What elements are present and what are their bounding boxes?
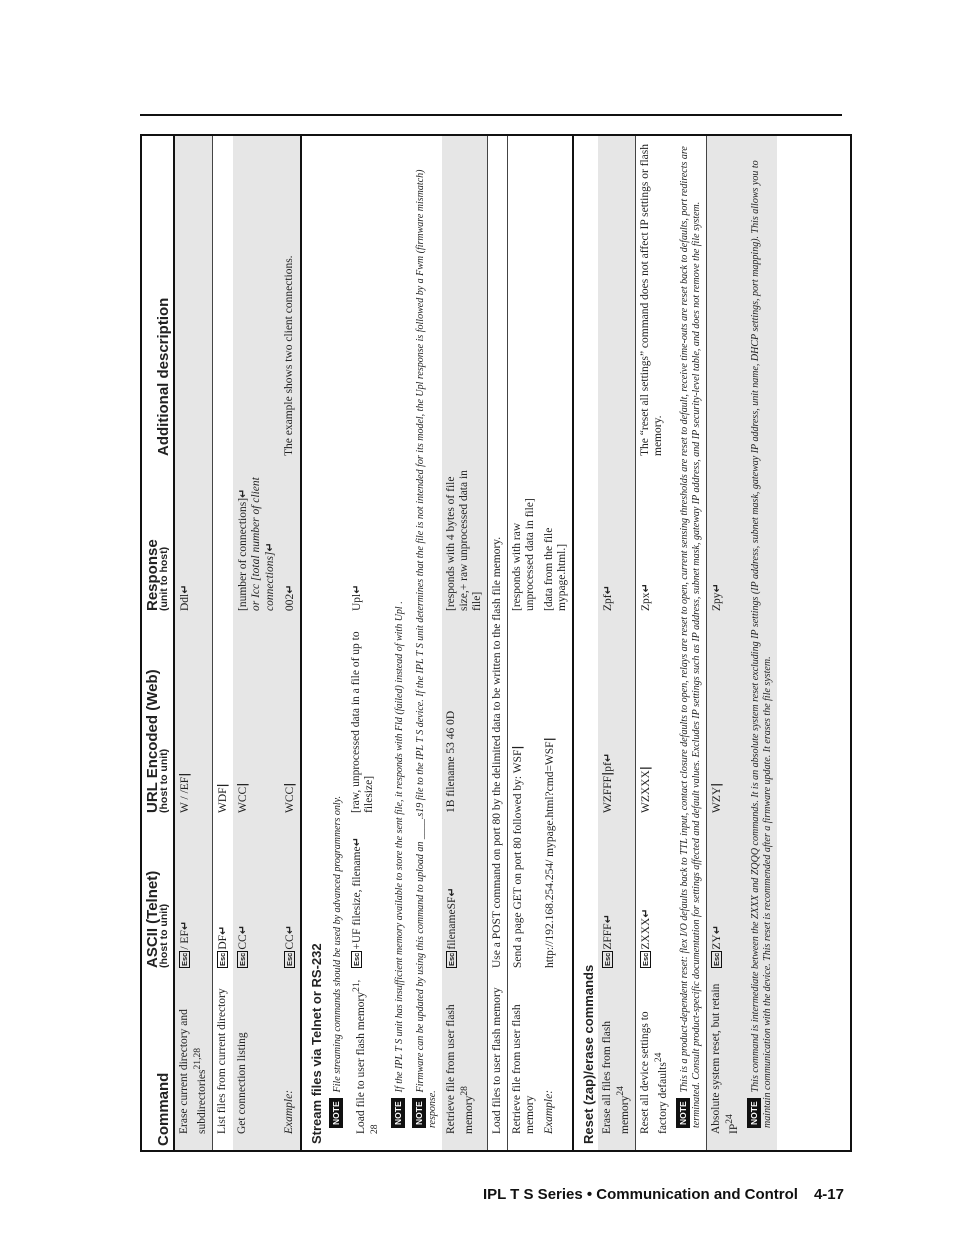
rotated-table (142, 136, 850, 1150)
table-row (174, 136, 212, 1150)
esc-key-icon: Esc (447, 952, 457, 966)
resp-cell (212, 460, 233, 615)
table-row (212, 136, 233, 1150)
cmd-cell: Absolute system reset, but retain IP$^{24}$ (707, 972, 744, 1150)
return-arrow-icon: ↵ (639, 583, 653, 593)
cmd-cell: Erase current directory and subdirectories$^{21,28}$ (174, 972, 212, 1150)
ascii-cell: EscZXXX↵ (636, 817, 673, 972)
footer-series: IPL T S Series • Communication and Control (482, 1186, 798, 1203)
header-command: Command (142, 972, 174, 1150)
note-badge: NOTE (676, 1098, 690, 1128)
resp-cell: [number of connections]↵ or Icc [total number of client connections]↵ (233, 460, 280, 615)
return-arrow-icon: ↵ (601, 914, 615, 924)
url-cell: WZXXX| (636, 615, 673, 817)
resp-cell: Zpy↵ (707, 460, 744, 615)
return-arrow-icon: ↵ (215, 925, 229, 935)
url-cell: WCC| (280, 615, 301, 817)
page-footer (483, 1186, 844, 1203)
return-arrow-icon: ↵ (639, 908, 653, 918)
header-url: URL Encoded (Web) (host to unit) (142, 615, 174, 817)
cmd-cell: Reset all device settings to factory defaults$^{24}$ (636, 972, 673, 1150)
esc-key-icon: Esc (712, 952, 722, 966)
return-arrow-icon: ↵ (178, 920, 191, 931)
return-arrow-icon: ↵ (601, 752, 615, 763)
note-badge: NOTE (391, 1098, 405, 1128)
note-row (673, 136, 707, 1150)
table-row (280, 136, 301, 1150)
esc-key-icon: Esc (641, 952, 651, 966)
note-text: NOTEThis command is intermediate between the ZXXX and ZQQQ commands. It is an absolute system reset excluding IP settings (IP address, subnet mask, gateway IP address, unit name, DHCP settings, port mapping). This allows you to maintain communication with the device. This reset is recommended after a firmware update. It erases the file system. (744, 136, 777, 1150)
note-row (744, 136, 777, 1150)
cmd-cell: Get connection listing (233, 972, 280, 1150)
table-row (598, 136, 635, 1150)
note-text: NOTEFirmware can be updated by using this command to upload an ____.s19 file to the IPL T S device. If the IPL T S unit determines that the file is not intended for its model, the Upl response is followed by a Fwm (firmware mismatch) response. (414, 169, 439, 1128)
note-text: NOTEThis is a product-dependent reset: flex I/O defaults back to TTL input, contact closure defaults to open, relays are reset to open, current sensing thresholds are reset to default, receive time-outs are reset back to defaults, port redirects are terminated. Consult product-specific documentation for settings affected and default values. Excludes IP settings such as IP address, subnet mask, gateway IP address, and IP security-level table, and does not remove the file system. (678, 146, 703, 1128)
header-additional: Additional description (142, 136, 174, 460)
note-row (326, 136, 347, 1150)
return-arrow-icon: ↵ (262, 542, 276, 552)
ascii-cell: EscfilenameSF↵ (442, 817, 488, 972)
note-row (388, 136, 409, 1150)
resp-cell: Ddl↵ (174, 460, 212, 615)
command-table (142, 136, 777, 1150)
ascii-cell: EscCC↵ (233, 817, 280, 972)
note-badge: NOTE (329, 1098, 343, 1128)
pipe-icon: | (214, 783, 229, 788)
desc-cell (540, 136, 573, 460)
resp-cell: [responds with raw unprocessed data in file] (508, 460, 541, 615)
desc-cell (508, 136, 541, 460)
table-row (442, 136, 488, 1150)
ascii-cell: Esc+UF filesize, filename↵ (349, 837, 363, 966)
ascii-cell: EscCC↵ (280, 817, 301, 972)
header-ascii: ASCII (Telnet) (host to unit) (142, 817, 174, 972)
cmd-cell: Erase all files from flash memory$^{24}$ (598, 972, 635, 1150)
table-row (233, 136, 280, 1150)
desc-cell (347, 136, 389, 460)
cmd-cell: Load file to user flash memory$^{21, 28}$ (350, 979, 380, 1134)
url-cell: [raw, unprocessed data in a file of up to filesize] (349, 631, 375, 813)
command-table-frame (140, 134, 852, 1152)
pipe-icon: | (234, 782, 249, 787)
ascii-cell: EscZFFF↵ (598, 817, 635, 972)
resp-cell: [responds with 4 bytes of file size,+ raw unprocessed data in file] (442, 460, 488, 615)
section-title: Reset (zap)/erase commands (573, 136, 598, 1150)
page-number: 4-17 (813, 1186, 844, 1203)
url-cell: 1B filename 53 46 0D (442, 615, 488, 817)
note-row (409, 136, 442, 1150)
return-arrow-icon: ↵ (349, 584, 363, 594)
section-title: Stream files via Telnet or RS-232 (301, 136, 326, 1150)
table-row (508, 136, 541, 1150)
example-url-cell: http://192.168.254.254/ mypage.html?cmd=WSF| (542, 737, 557, 968)
return-arrow-icon: ↵ (445, 887, 459, 897)
esc-key-icon: Esc (351, 952, 361, 966)
return-arrow-icon: ↵ (282, 584, 296, 594)
return-arrow-icon: ↵ (178, 584, 191, 594)
desc-cell (598, 136, 635, 460)
return-arrow-icon: ↵ (235, 925, 249, 935)
url-cell: WZY| (707, 615, 744, 817)
note-text: NOTEFile streaming commands should be used by advanced programmers only. (326, 136, 347, 1150)
top-rule (140, 114, 842, 116)
note-badge: NOTE (747, 1098, 761, 1128)
desc-cell (174, 136, 212, 460)
return-arrow-icon: ↵ (349, 837, 363, 847)
cmd-cell: Retrieve file from user flash memory (508, 972, 541, 1150)
return-arrow-icon: ↵ (235, 488, 249, 498)
ascii-cell: EscZY↵ (707, 817, 744, 972)
pipe-icon: | (281, 782, 296, 787)
return-arrow-icon: ↵ (710, 925, 724, 935)
ascii-cell: Esc/ EF↵ (174, 817, 212, 972)
header-row (142, 136, 174, 1150)
table-row (707, 136, 744, 1150)
get-text-cell: Send a page GET on port 80 followed by: WSF| (508, 615, 541, 972)
note-badge: NOTE (412, 1098, 426, 1128)
table-row (488, 136, 508, 1150)
pipe-icon: | (638, 766, 653, 771)
table-row (636, 136, 673, 1150)
pipe-icon: | (542, 737, 557, 742)
url-cell: W / /EF| (174, 615, 212, 817)
esc-key-icon: Esc (284, 952, 294, 966)
desc-cell (212, 136, 233, 460)
resp-cell: Zpx↵ (636, 460, 673, 615)
header-response: Response (unit to host) (142, 460, 174, 615)
ascii-cell: EscDF↵ (212, 817, 233, 972)
example-label: Example: (543, 1089, 556, 1134)
url-cell: WDF| (212, 615, 233, 817)
post-text-cell: Use a POST command on port 80 by the delimited data to be written to the flash file memory. (488, 136, 508, 972)
pipe-icon: | (600, 771, 615, 776)
return-arrow-icon: ↵ (282, 925, 296, 935)
esc-key-icon: Esc (217, 952, 227, 966)
example-label: Example: (280, 972, 301, 1150)
note-text: NOTEIf the IPL T S unit has insufficient memory available to store the sent file, it responds with Fld (failed) instead of with Upl . (388, 136, 409, 1150)
resp-cell: [data from the file mypage.html.] (543, 527, 569, 611)
resp-cell: 002↵ (280, 460, 301, 615)
desc-cell (442, 136, 488, 460)
esc-key-icon: Esc (180, 952, 189, 966)
url-cell: WCC| (233, 615, 280, 817)
cmd-cell: Load files to user flash memory (488, 972, 508, 1150)
table-row (540, 136, 573, 1150)
table-row (347, 136, 389, 1150)
desc-cell (707, 136, 744, 460)
desc-cell: The example shows two client connections. (280, 136, 301, 460)
return-arrow-icon: ↵ (601, 585, 615, 595)
esc-key-icon: Esc (237, 952, 247, 966)
return-arrow-icon: ↵ (710, 583, 724, 593)
pipe-icon: | (510, 745, 525, 750)
pipe-icon: | (177, 772, 191, 777)
section-heading-row (301, 136, 326, 1150)
cmd-cell: Retrieve file from user flash memory$^{28}$ (442, 972, 488, 1150)
resp-cell: Zpf↵ (598, 460, 635, 615)
desc-cell (233, 136, 280, 460)
cmd-cell: List files from current directory (212, 972, 233, 1150)
url-cell: WZFFF|pf↵ (598, 615, 635, 817)
section-heading-row (573, 136, 598, 1150)
desc-cell: The “reset all settings” command does not affect IP settings or flash memory. (636, 136, 673, 460)
pipe-icon: | (709, 782, 724, 787)
resp-cell: Upl↵ (349, 584, 363, 611)
esc-key-icon: Esc (603, 952, 613, 966)
